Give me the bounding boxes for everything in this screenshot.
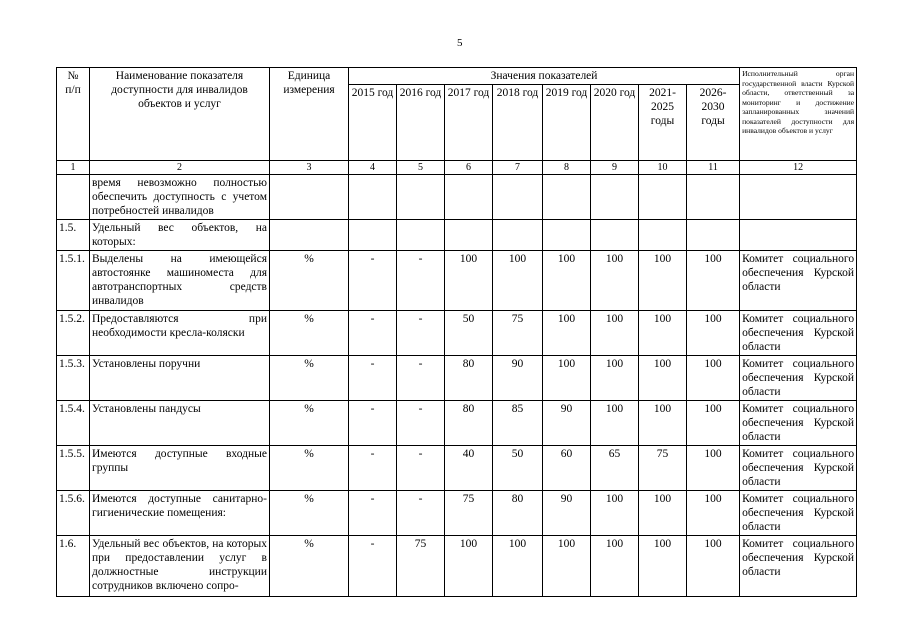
row-value: 50 bbox=[445, 311, 493, 356]
row-num bbox=[57, 175, 90, 220]
column-number: 8 bbox=[543, 161, 591, 175]
header-year: 2018 год bbox=[493, 85, 543, 161]
indicators-table bbox=[56, 67, 857, 597]
row-value bbox=[445, 220, 493, 251]
row-value: 100 bbox=[687, 311, 740, 356]
row-value: 100 bbox=[591, 536, 639, 597]
row-value bbox=[591, 220, 639, 251]
row-value: 75 bbox=[397, 536, 445, 597]
column-number-row bbox=[57, 161, 857, 175]
row-organ: Комитет социального обеспечения Курской области bbox=[740, 401, 857, 446]
header-year: 2026-2030 годы bbox=[687, 85, 740, 161]
header-year: 2020 год bbox=[591, 85, 639, 161]
row-value bbox=[591, 175, 639, 220]
page-number: 5 bbox=[457, 37, 463, 49]
table-row bbox=[57, 356, 857, 401]
table-row bbox=[57, 175, 857, 220]
row-unit: % bbox=[270, 536, 349, 597]
row-value: 40 bbox=[445, 446, 493, 491]
column-number: 10 bbox=[639, 161, 687, 175]
row-value: - bbox=[397, 311, 445, 356]
column-number: 1 bbox=[57, 161, 90, 175]
row-value: 100 bbox=[687, 251, 740, 311]
column-number: 12 bbox=[740, 161, 857, 175]
row-value bbox=[639, 175, 687, 220]
row-num: 1.5.4. bbox=[57, 401, 90, 446]
row-value bbox=[349, 220, 397, 251]
row-value: - bbox=[349, 251, 397, 311]
row-num: 1.5.5. bbox=[57, 446, 90, 491]
row-value: 100 bbox=[639, 536, 687, 597]
table-row bbox=[57, 491, 857, 536]
row-unit: % bbox=[270, 356, 349, 401]
column-number: 2 bbox=[90, 161, 270, 175]
row-value: 50 bbox=[493, 446, 543, 491]
row-value: 100 bbox=[591, 311, 639, 356]
row-value: 100 bbox=[543, 311, 591, 356]
row-value: 100 bbox=[687, 446, 740, 491]
table-row bbox=[57, 446, 857, 491]
header-year: 2017 год bbox=[445, 85, 493, 161]
column-number: 6 bbox=[445, 161, 493, 175]
row-value: 100 bbox=[445, 251, 493, 311]
row-organ: Комитет социального обеспечения Курской области bbox=[740, 251, 857, 311]
table-row bbox=[57, 251, 857, 311]
table-row bbox=[57, 220, 857, 251]
row-value: 75 bbox=[493, 311, 543, 356]
row-value bbox=[493, 220, 543, 251]
row-value: - bbox=[397, 251, 445, 311]
row-organ: Комитет социального обеспечения Курской области bbox=[740, 536, 857, 597]
row-value: 100 bbox=[543, 536, 591, 597]
row-unit: % bbox=[270, 446, 349, 491]
table-row bbox=[57, 401, 857, 446]
column-number: 4 bbox=[349, 161, 397, 175]
row-value: - bbox=[349, 491, 397, 536]
row-name: Удельный вес объектов, на которых при предоставлении услуг в должностные инструкции сотрудников включено сопро- bbox=[90, 536, 270, 597]
row-unit: % bbox=[270, 311, 349, 356]
column-number: 9 bbox=[591, 161, 639, 175]
row-organ: Комитет социального обеспечения Курской области bbox=[740, 491, 857, 536]
row-organ: Комитет социального обеспечения Курской области bbox=[740, 311, 857, 356]
row-value bbox=[445, 175, 493, 220]
row-value: 100 bbox=[687, 356, 740, 401]
row-value: 90 bbox=[543, 401, 591, 446]
row-value: - bbox=[349, 401, 397, 446]
row-value bbox=[543, 220, 591, 251]
row-name: Установлены поручни bbox=[90, 356, 270, 401]
row-value: 85 bbox=[493, 401, 543, 446]
row-value bbox=[639, 220, 687, 251]
row-value: 65 bbox=[591, 446, 639, 491]
column-number: 3 bbox=[270, 161, 349, 175]
row-name: Установлены пандусы bbox=[90, 401, 270, 446]
row-value bbox=[349, 175, 397, 220]
row-value: 100 bbox=[687, 536, 740, 597]
column-number: 7 bbox=[493, 161, 543, 175]
row-value: 100 bbox=[591, 491, 639, 536]
row-name: Удельный вес объектов, на которых: bbox=[90, 220, 270, 251]
row-value: 100 bbox=[639, 356, 687, 401]
row-unit bbox=[270, 175, 349, 220]
row-value: 90 bbox=[543, 491, 591, 536]
row-value: - bbox=[349, 536, 397, 597]
row-value: 80 bbox=[445, 356, 493, 401]
row-value bbox=[687, 175, 740, 220]
row-value: 100 bbox=[639, 251, 687, 311]
row-value: 100 bbox=[639, 311, 687, 356]
row-value bbox=[397, 175, 445, 220]
row-num: 1.5.2. bbox=[57, 311, 90, 356]
row-value: 75 bbox=[445, 491, 493, 536]
row-num: 1.6. bbox=[57, 536, 90, 597]
row-value: 100 bbox=[639, 401, 687, 446]
row-value: 100 bbox=[543, 251, 591, 311]
row-organ: Комитет социального обеспечения Курской области bbox=[740, 356, 857, 401]
header-values-group: Значения показателей bbox=[349, 68, 740, 85]
row-value: 60 bbox=[543, 446, 591, 491]
column-number: 11 bbox=[687, 161, 740, 175]
row-unit: % bbox=[270, 251, 349, 311]
header-year: 2016 год bbox=[397, 85, 445, 161]
row-num: 1.5.3. bbox=[57, 356, 90, 401]
row-value: 100 bbox=[493, 536, 543, 597]
row-name: время невозможно полностью обеспечить доступность с учетом потребностей инвалидов bbox=[90, 175, 270, 220]
row-unit: % bbox=[270, 401, 349, 446]
table-row bbox=[57, 536, 857, 597]
row-value: 80 bbox=[493, 491, 543, 536]
table-row bbox=[57, 311, 857, 356]
row-value: 100 bbox=[591, 356, 639, 401]
row-value: 100 bbox=[687, 401, 740, 446]
header-row-top bbox=[57, 68, 857, 85]
row-value: - bbox=[397, 446, 445, 491]
row-name: Имеются доступные санитарно-гигиенические помещения: bbox=[90, 491, 270, 536]
row-value: - bbox=[397, 401, 445, 446]
row-value: 100 bbox=[639, 491, 687, 536]
row-name: Выделены на имеющейся автостоянке машиноместа для автотранспортных средств инвалидов bbox=[90, 251, 270, 311]
row-organ bbox=[740, 175, 857, 220]
row-value: - bbox=[349, 446, 397, 491]
row-name: Имеются доступные входные группы bbox=[90, 446, 270, 491]
row-value: 80 bbox=[445, 401, 493, 446]
row-value: 75 bbox=[639, 446, 687, 491]
row-num: 1.5.6. bbox=[57, 491, 90, 536]
row-value: 100 bbox=[543, 356, 591, 401]
header-year: 2021-2025 годы bbox=[639, 85, 687, 161]
table-body bbox=[57, 175, 857, 597]
row-name: Предоставляются при необходимости кресла-коляски bbox=[90, 311, 270, 356]
row-value: 90 bbox=[493, 356, 543, 401]
row-unit bbox=[270, 220, 349, 251]
row-value: 100 bbox=[591, 401, 639, 446]
row-organ bbox=[740, 220, 857, 251]
row-value bbox=[687, 220, 740, 251]
row-organ: Комитет социального обеспечения Курской области bbox=[740, 446, 857, 491]
row-value bbox=[543, 175, 591, 220]
row-value bbox=[493, 175, 543, 220]
row-unit: % bbox=[270, 491, 349, 536]
header-organ: Исполнительный орган государственной власти Курской области, ответственный за мониторинг и достижение запланированных значений показателей доступности для инвалидов объектов и услуг bbox=[740, 68, 857, 161]
row-value: - bbox=[397, 491, 445, 536]
header-year: 2015 год bbox=[349, 85, 397, 161]
row-value: - bbox=[349, 311, 397, 356]
row-value: - bbox=[349, 356, 397, 401]
row-num: 1.5. bbox=[57, 220, 90, 251]
row-value bbox=[397, 220, 445, 251]
header-name: Наименование показателя доступности для инвалидов объектов и услуг bbox=[90, 68, 270, 161]
row-value: 100 bbox=[493, 251, 543, 311]
header-unit: Единица измерения bbox=[270, 68, 349, 161]
row-value: 100 bbox=[687, 491, 740, 536]
row-value: - bbox=[397, 356, 445, 401]
header-num: № п/п bbox=[57, 68, 90, 161]
row-value: 100 bbox=[445, 536, 493, 597]
row-value: 100 bbox=[591, 251, 639, 311]
column-number: 5 bbox=[397, 161, 445, 175]
row-num: 1.5.1. bbox=[57, 251, 90, 311]
header-year: 2019 год bbox=[543, 85, 591, 161]
